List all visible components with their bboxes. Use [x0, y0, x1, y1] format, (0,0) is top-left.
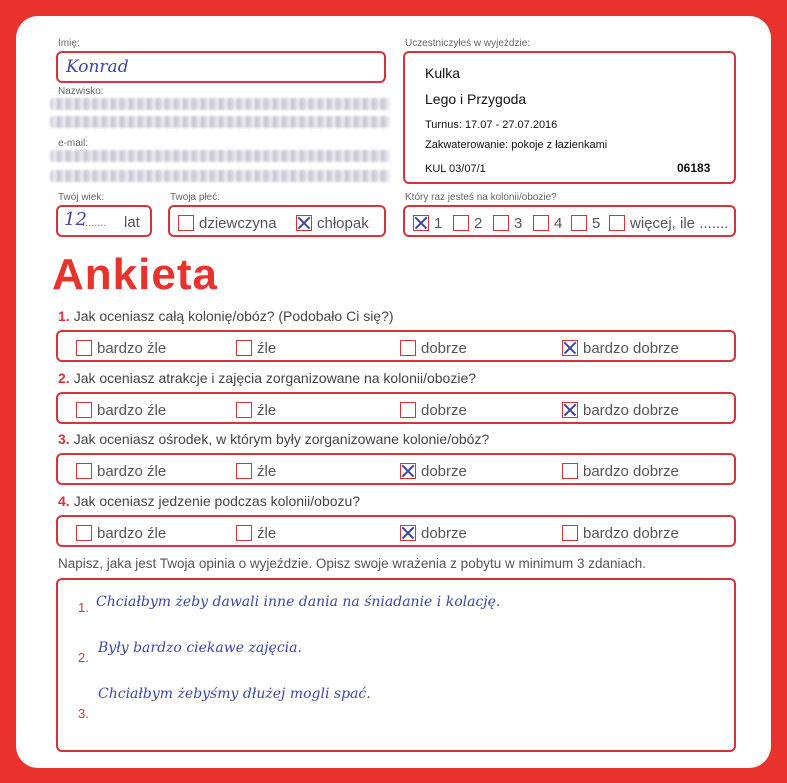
- camp-turnus: Turnus: 17.07 - 27.07.2016: [425, 119, 558, 131]
- answer-2-a[interactable]: bardzo źle: [76, 401, 166, 419]
- times-label: Który raz jesteś na kolonii/obozie?: [405, 192, 557, 203]
- answer-row-1: [56, 330, 736, 362]
- answer-row-4: [56, 515, 736, 547]
- gender-field: [168, 205, 386, 237]
- answer-4-b[interactable]: źle: [236, 524, 276, 542]
- question-3: 3. Jak oceniasz ośrodek, w którym były zorganizowane kolonie/obóz?: [58, 431, 490, 447]
- times-field: [403, 205, 736, 237]
- answer-4-c[interactable]: dobrze: [400, 524, 467, 542]
- redacted-email: [50, 150, 390, 162]
- opinion-num-2: 2.: [78, 650, 89, 665]
- email-label: e-mail:: [58, 138, 89, 149]
- participant-label: Uczestniczyłeś w wyjeździe:: [405, 38, 531, 49]
- gender-female[interactable]: dziewczyna: [178, 214, 277, 232]
- redacted-surname: [50, 98, 390, 110]
- answer-2-d[interactable]: bardzo dobrze: [562, 401, 679, 419]
- answer-4-a[interactable]: bardzo źle: [76, 524, 166, 542]
- answer-4-d[interactable]: bardzo dobrze: [562, 524, 679, 542]
- age-label: Twój wiek:: [58, 192, 105, 203]
- opinion-num-1: 1.: [78, 600, 89, 615]
- times-2[interactable]: 2: [453, 214, 482, 232]
- age-value: 12: [64, 209, 87, 230]
- age-dots: ........: [82, 217, 107, 229]
- times-more[interactable]: więcej, ile .......: [609, 214, 728, 232]
- surname-label: Nazwisko:: [58, 86, 104, 97]
- camp-program: Lego i Przygoda: [425, 91, 527, 107]
- page-title: Ankieta: [52, 250, 218, 299]
- times-1[interactable]: 1: [413, 214, 442, 232]
- redacted-email-2: [50, 170, 390, 182]
- opinion-1: Chciałbym żeby dawali inne dania na śniadanie i kolację.: [96, 594, 501, 610]
- times-4[interactable]: 4: [533, 214, 562, 232]
- opinion-num-3: 3.: [78, 706, 89, 721]
- question-2: 2. Jak oceniasz atrakcje i zajęcia zorganizowane na kolonii/obozie?: [58, 370, 477, 386]
- camp-room: Zakwaterowanie: pokoje z łazienkami: [425, 139, 608, 151]
- answer-1-d[interactable]: bardzo dobrze: [562, 339, 679, 357]
- question-4: 4. Jak oceniasz jedzenie podczas kolonii/obozu?: [58, 493, 361, 509]
- answer-row-3: [56, 453, 736, 485]
- name-field[interactable]: [56, 51, 386, 83]
- answer-3-d[interactable]: bardzo dobrze: [562, 462, 679, 480]
- answer-1-a[interactable]: bardzo źle: [76, 339, 166, 357]
- gender-label: Twoja płeć:: [170, 192, 221, 203]
- checkbox-checked[interactable]: [296, 215, 312, 231]
- camp-code: KUL 03/07/1: [425, 163, 486, 175]
- age-unit: lat: [124, 214, 140, 231]
- answer-1-c[interactable]: dobrze: [400, 339, 467, 357]
- answer-3-b[interactable]: źle: [236, 462, 276, 480]
- answer-row-2: [56, 392, 736, 424]
- times-5[interactable]: 5: [571, 214, 600, 232]
- times-3[interactable]: 3: [493, 214, 522, 232]
- name-value: Konrad: [66, 57, 129, 77]
- question-1: 1. Jak oceniasz całą kolonię/obóz? (Podobało Ci się?): [58, 308, 394, 324]
- redacted-surname-2: [50, 116, 390, 128]
- answer-3-a[interactable]: bardzo źle: [76, 462, 166, 480]
- age-field[interactable]: [56, 205, 152, 237]
- answer-2-b[interactable]: źle: [236, 401, 276, 419]
- answer-2-c[interactable]: dobrze: [400, 401, 467, 419]
- camp-info-box: [403, 51, 736, 184]
- answer-3-c[interactable]: dobrze: [400, 462, 467, 480]
- opinion-2: Były bardzo ciekawe zajęcia.: [98, 640, 302, 656]
- opinion-prompt: Napisz, jaka jest Twoja opinia o wyjeździe. Opisz swoje wrażenia z pobytu w minimum 3 zdaniach.: [58, 556, 647, 571]
- gender-male[interactable]: chłopak: [296, 214, 369, 232]
- camp-name: Kulka: [425, 65, 461, 81]
- opinion-3: Chciałbym żebyśmy dłużej mogli spać.: [98, 686, 371, 702]
- answer-1-b[interactable]: źle: [236, 339, 276, 357]
- checkbox[interactable]: [178, 215, 194, 231]
- name-label: Imię:: [58, 38, 80, 49]
- survey-sheet: [16, 16, 771, 768]
- opinion-textarea[interactable]: [56, 578, 736, 752]
- camp-number: 06183: [677, 161, 711, 175]
